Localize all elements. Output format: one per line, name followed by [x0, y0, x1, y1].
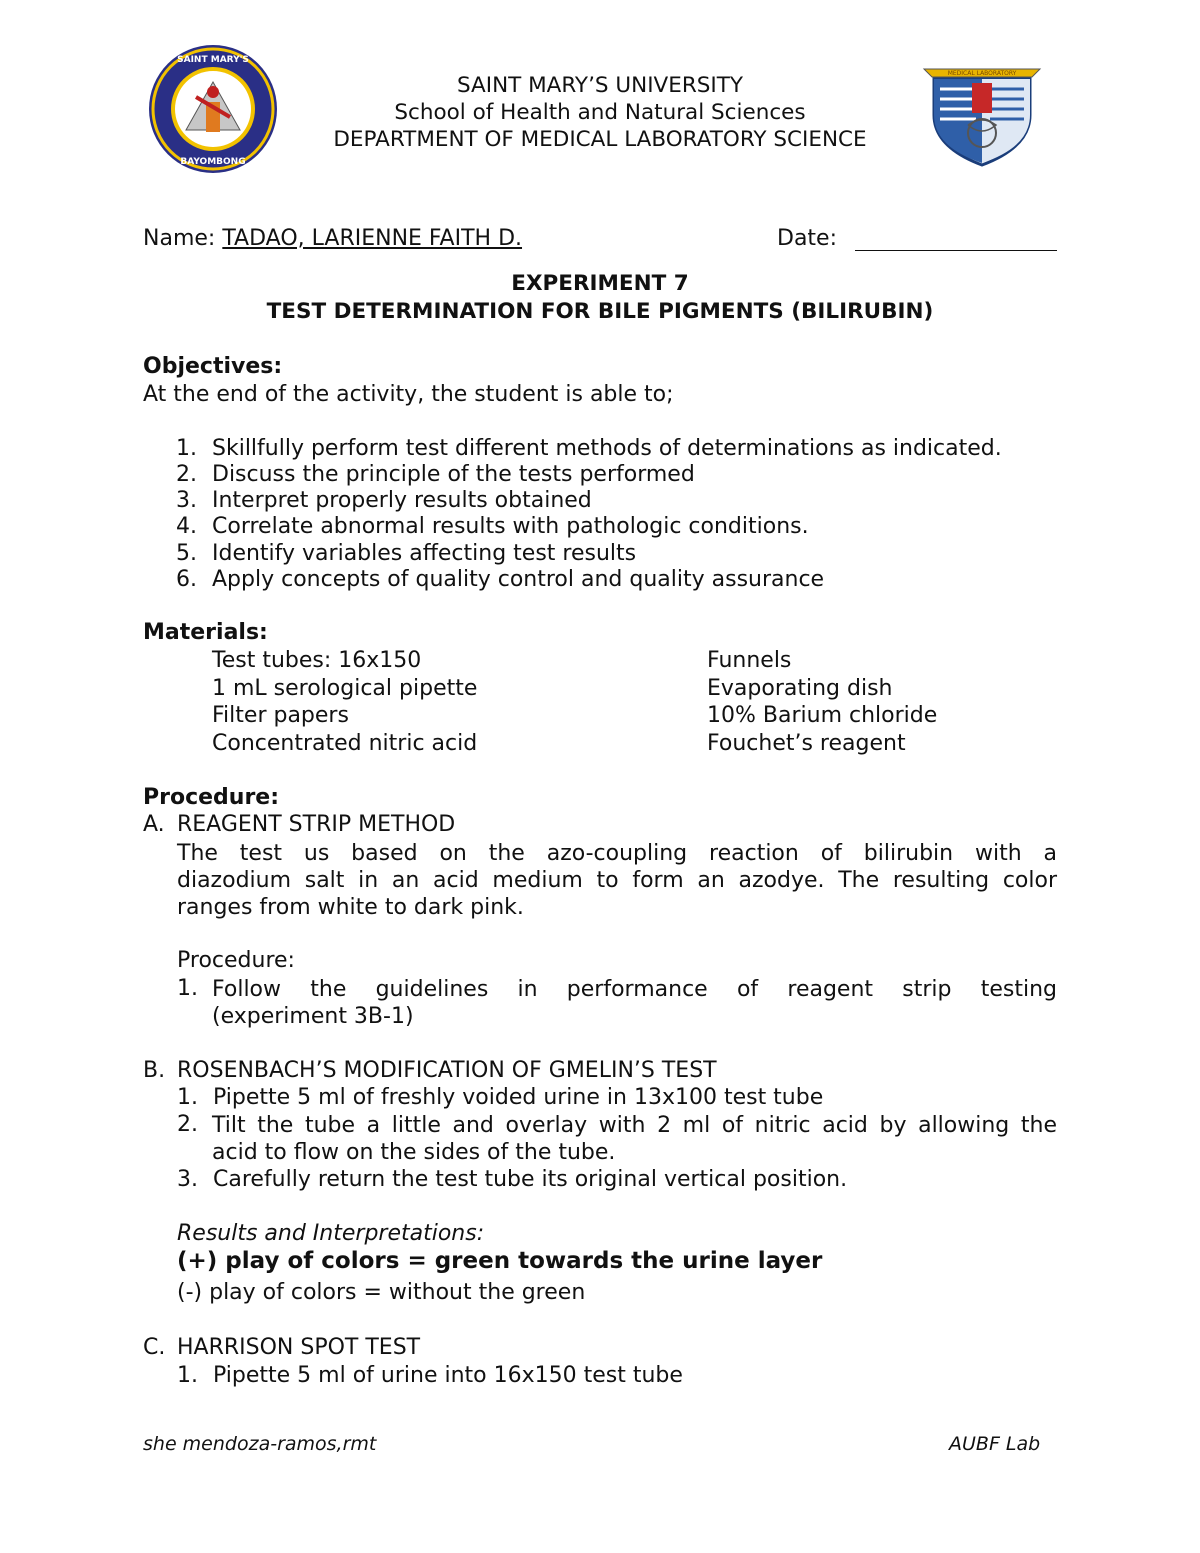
- section-c-title: HARRISON SPOT TEST: [177, 1335, 421, 1360]
- footer-author: she mendoza-ramos,rmt: [143, 1433, 377, 1455]
- positive-result: (+) play of colors = green towards the urine layer: [177, 1248, 823, 1274]
- footer-course: AUBF Lab: [949, 1433, 1041, 1455]
- material-item: 10% Barium chloride: [707, 703, 938, 728]
- section-a-step: Follow the guidelines in performance of reagent strip testing (experiment 3B-1): [212, 977, 1057, 1029]
- material-item: Funnels: [707, 648, 792, 673]
- date-blank-line[interactable]: [855, 250, 1057, 251]
- section-a-subheading: Procedure:: [177, 948, 295, 973]
- letterhead: [0, 72, 1200, 153]
- results-heading: Results and Interpretations:: [177, 1221, 485, 1246]
- objective-item: 5. Identify variables affecting test results: [176, 541, 637, 566]
- material-item: Fouchet’s reagent: [707, 731, 906, 756]
- section-b-step: 1. Pipette 5 ml of freshly voided urine in 13x100 test tube: [177, 1085, 824, 1110]
- svg-text:BAYOMBONG: BAYOMBONG: [180, 157, 246, 167]
- material-item: Concentrated nitric acid: [212, 731, 478, 756]
- objective-item: 3. Interpret properly results obtained: [176, 488, 592, 513]
- section-c-letter: C.: [143, 1335, 166, 1360]
- section-b-step: 3. Carefully return the test tube its original vertical position.: [177, 1167, 848, 1192]
- section-a-title: REAGENT STRIP METHOD: [177, 812, 456, 837]
- svg-text:MEDICAL LABORATORY: MEDICAL LABORATORY: [947, 70, 1017, 77]
- date-label: Date:: [777, 226, 837, 251]
- name-row: [143, 226, 522, 251]
- section-b-step-number: 2.: [177, 1112, 198, 1137]
- section-a-principle: The test us based on the azo-coupling reaction of bilirubin with a diazodium salt in an acid medium to form an azodye. The resulting color ranges from white to dark pink.: [177, 841, 1057, 920]
- section-c-step: 1. Pipette 5 ml of urine into 16x150 test tube: [177, 1363, 683, 1388]
- section-b-step: Tilt the tube a little and overlay with 2 ml of nitric acid by allowing the acid to flow on the sides of the tube.: [212, 1113, 1057, 1165]
- negative-result: (-) play of colors = without the green: [177, 1280, 586, 1305]
- svg-text:SAINT MARY'S: SAINT MARY'S: [177, 55, 249, 65]
- material-item: Filter papers: [212, 703, 349, 728]
- name-label: Name:: [143, 226, 216, 251]
- experiment-number: EXPERIMENT 7: [511, 271, 689, 296]
- material-item: 1 mL serological pipette: [212, 676, 478, 701]
- objective-item: 2. Discuss the principle of the tests performed: [176, 462, 695, 487]
- date-row: [777, 226, 837, 251]
- section-a-letter: A.: [143, 812, 165, 837]
- material-item: Test tubes: 16x150: [212, 648, 422, 673]
- procedure-heading: Procedure:: [143, 785, 280, 810]
- section-a-step-number: 1.: [177, 976, 198, 1001]
- objective-item: 1. Skillfully perform test different methods of determinations as indicated.: [176, 436, 1002, 461]
- name-value: TADAO, LARIENNE FAITH D.: [222, 226, 523, 251]
- section-b-title: ROSENBACH’S MODIFICATION OF GMELIN’S TEST: [177, 1058, 717, 1083]
- materials-heading: Materials:: [143, 620, 268, 645]
- objectives-heading: Objectives:: [143, 354, 283, 379]
- section-b-letter: B.: [143, 1058, 166, 1083]
- objectives-intro: At the end of the activity, the student is able to;: [143, 382, 674, 407]
- objective-item: 4. Correlate abnormal results with pathologic conditions.: [176, 514, 809, 539]
- material-item: Evaporating dish: [707, 676, 893, 701]
- objective-item: 6. Apply concepts of quality control and quality assurance: [176, 567, 825, 592]
- department-name: DEPARTMENT OF MEDICAL LABORATORY SCIENCE: [333, 127, 867, 152]
- experiment-title: TEST DETERMINATION FOR BILE PIGMENTS (BILIRUBIN): [266, 299, 934, 324]
- school-name: School of Health and Natural Sciences: [394, 100, 806, 125]
- university-name: SAINT MARY’S UNIVERSITY: [456, 73, 744, 98]
